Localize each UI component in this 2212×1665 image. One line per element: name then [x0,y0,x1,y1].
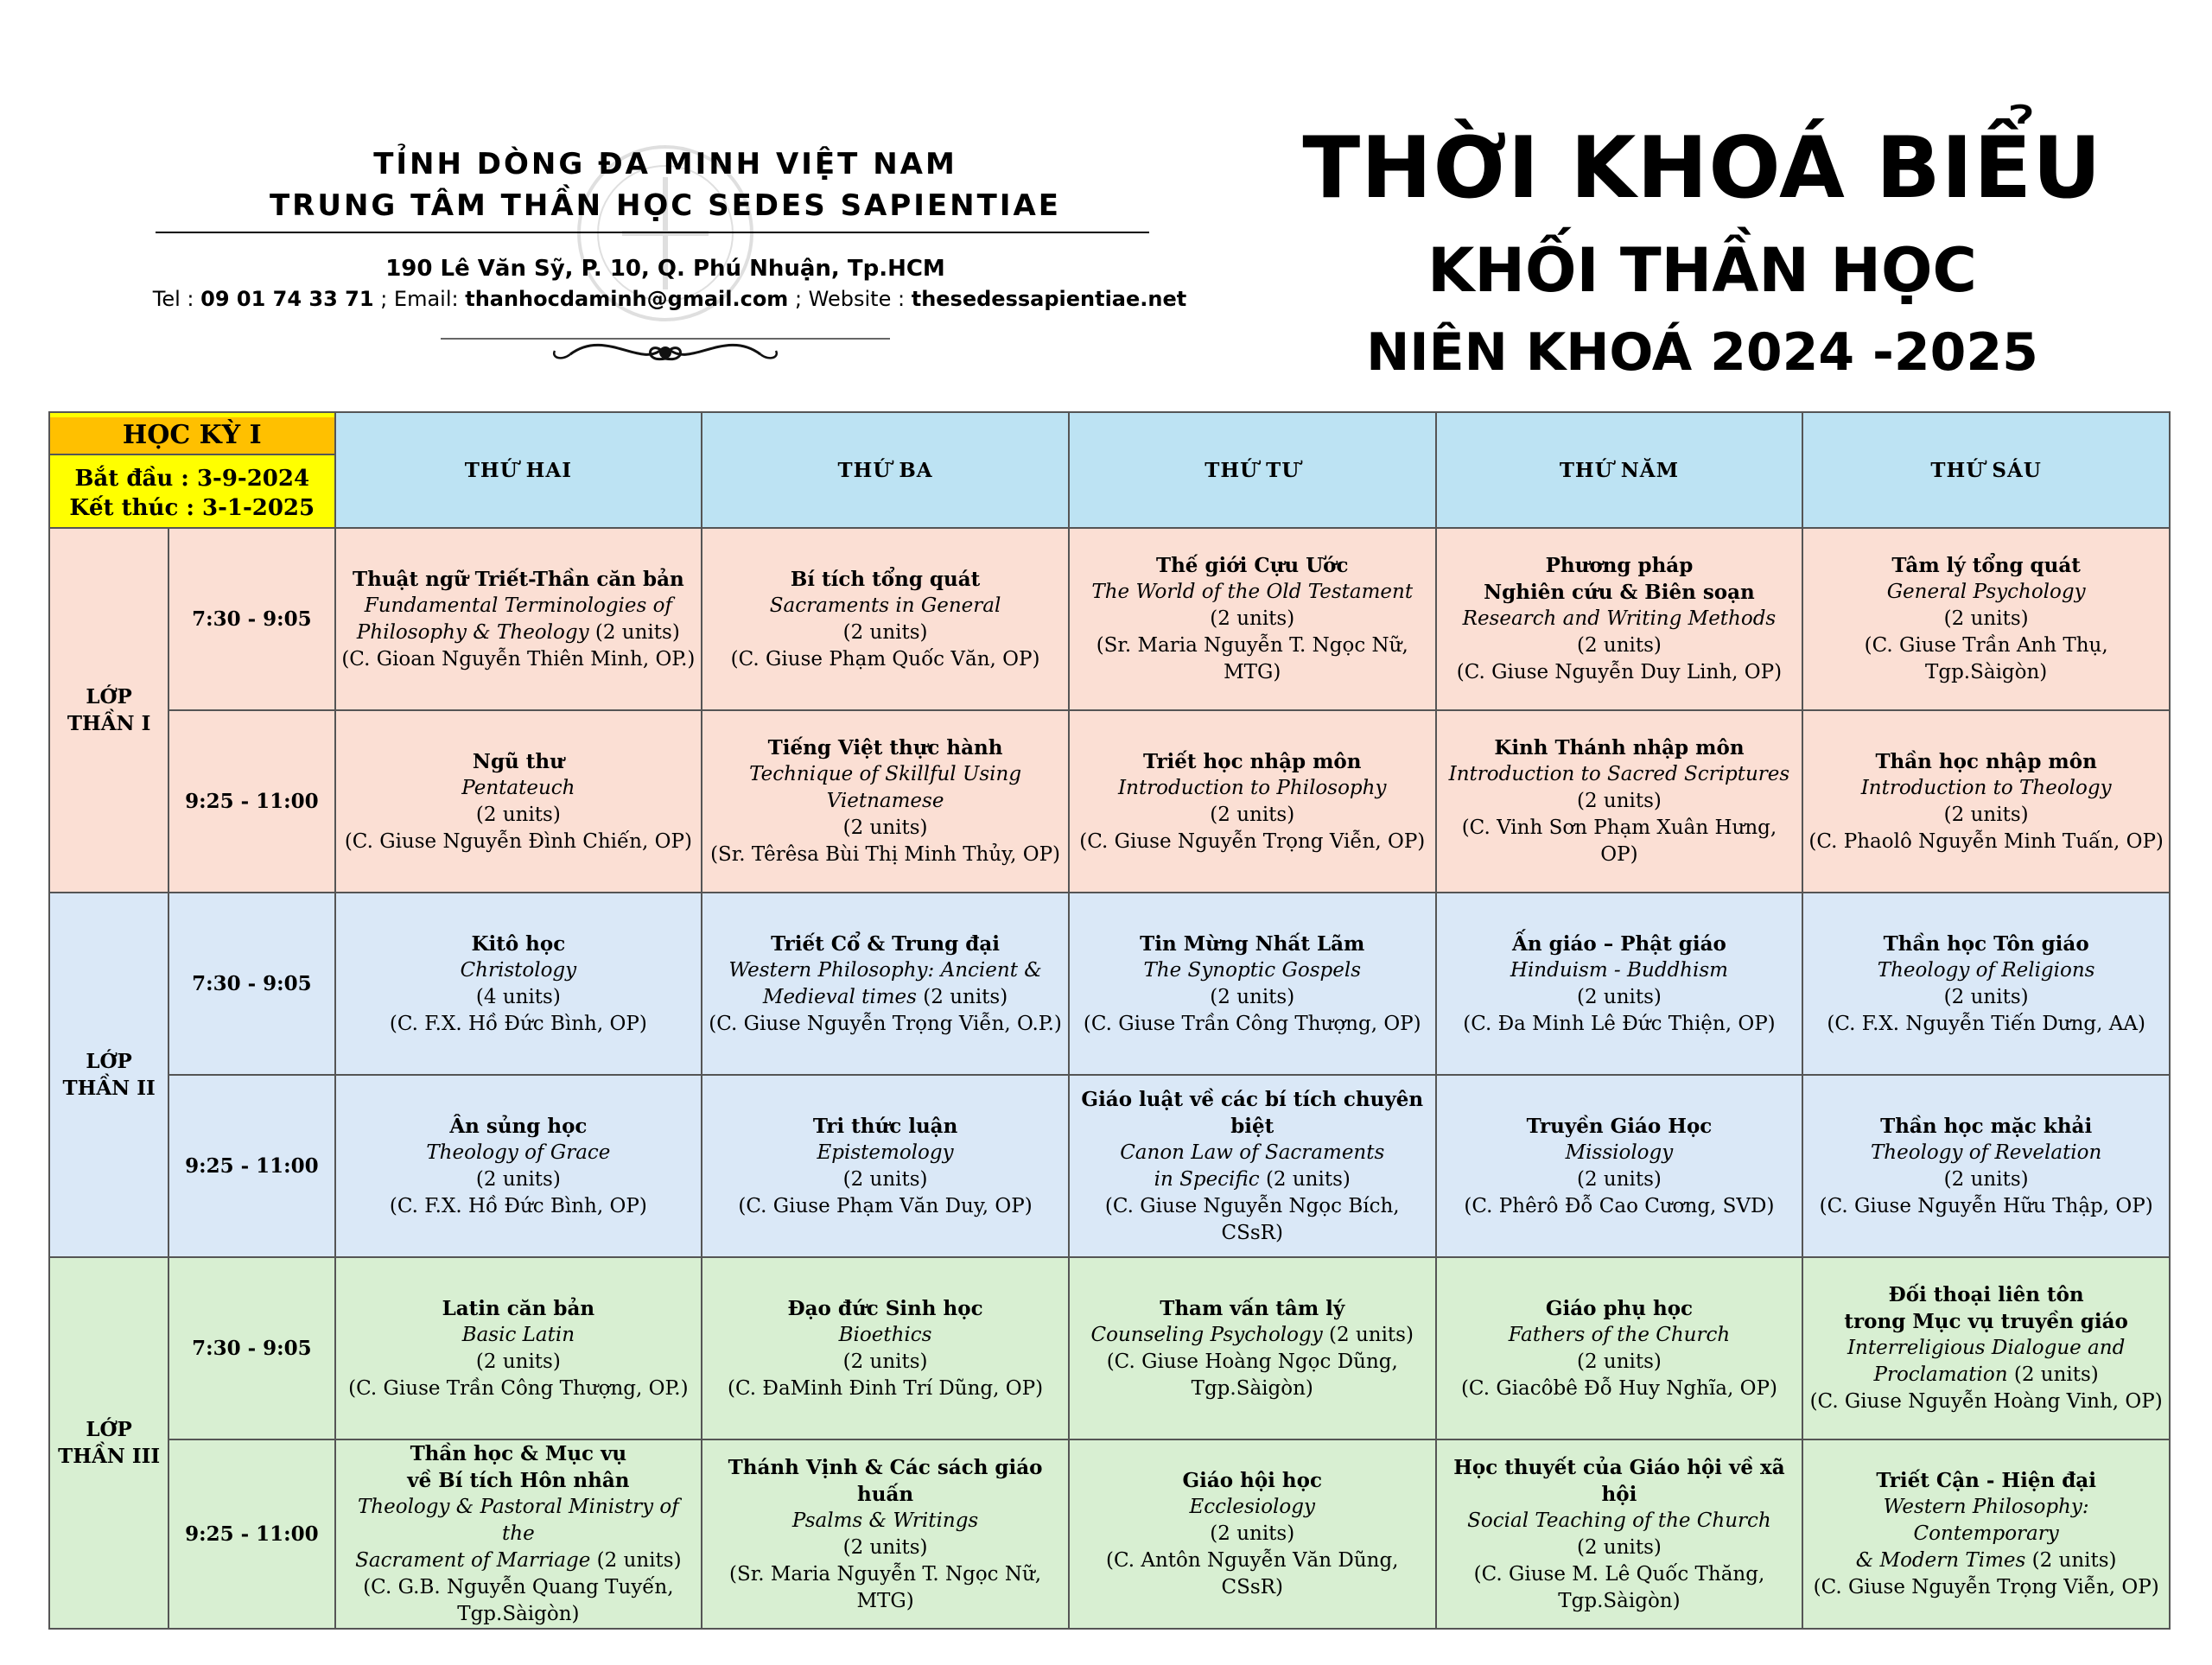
course-name-en: Western Philosophy: Contemporary [1883,1496,2089,1545]
course-cell [1436,1257,1803,1439]
course-cell [702,1075,1069,1257]
course-units: (2 units) [2013,1363,2099,1386]
course-teacher: (C. Giuse Nguyễn Trọng Viễn, OP) [1813,1576,2159,1598]
course-name-en-line [708,1508,1063,1535]
semester-start: Bắt đầu : 3-9-2024 [74,466,310,492]
course-name-en: Fathers of the Church [1508,1323,1731,1346]
course-name-en: Introduction to Philosophy [1118,776,1387,799]
table-row [49,1439,2170,1629]
course-name-en-line [341,1494,696,1547]
class-name-line: LỚP [86,1418,132,1441]
course-teacher: (C. Giuse Trần Công Thượng, OP) [1083,1012,1421,1035]
website-value: thesedessapientiae.net [911,287,1187,311]
course-cell [1802,1439,2170,1629]
course-name-vn: Tâm lý tổng quát [1891,554,2081,577]
course-name-vn: Thần học Tôn giáo [1883,931,2089,956]
course-name-vn: Ngũ thư [472,749,564,773]
course-name-en-line [708,761,1063,815]
course-name-en: Ecclesiology [1189,1496,1315,1518]
time-slot-cell: 7:30 - 9:05 [168,528,334,710]
course-name-en: The Synoptic Gospels [1143,958,1362,982]
course-units: (2 units) [1210,607,1295,630]
contact-line [130,287,1210,311]
org-name-line2: TRUNG TÂM THẦN HỌC SEDES SAPIENTIAE [269,188,1062,223]
header-divider [156,232,1149,233]
course-name-en: Theology of Religions [1877,958,2095,982]
course-teacher: (C. G.B. Nguyễn Quang Tuyến, [363,1576,674,1598]
course-name-en: Epistemology [817,1141,954,1164]
course-name-en: Theology & Pastoral Ministry of the [357,1496,679,1545]
course-cell [1802,1075,2170,1257]
day-header-wed: THỨ TƯ [1069,412,1436,528]
course-teacher: (Sr. Têrêsa Bùi Thị Minh Thủy, OP) [710,843,1061,866]
course-name-en: & Modern Times [1855,1549,2026,1572]
course-cell [1069,710,1436,893]
course-name-en-line [708,593,1063,620]
course-units: (2 units) [1576,985,1662,1008]
course-cell [335,1257,702,1439]
course-name-en-line [1808,1335,2164,1362]
org-name-line1: TỈNH DÒNG ĐA MINH VIỆT NAM [373,147,957,181]
academic-year: NIÊN KHOÁ 2024 -2025 [1366,322,2038,383]
course-name-en: Introduction to Sacred Scriptures [1448,763,1790,785]
course-name-vn: Ấn giáo – Phật giáo [1512,931,1726,956]
course-units: (2 units) [1576,1167,1662,1191]
course-name-en: Bioethics [838,1323,932,1346]
course-teacher: (C. Giuse Phạm Quốc Văn, OP) [730,647,1040,670]
time-slot-cell: 9:25 - 11:00 [168,710,334,893]
course-teacher: (C. Giuse Nguyễn Trọng Viễn, O.P.) [709,1012,1062,1035]
course-name-en-line [708,957,1063,984]
course-units: (2 units) [923,985,1008,1008]
semester-title: HỌC KỲ I [50,417,334,455]
course-teacher: (Sr. Maria Nguyễn T. Ngọc Nữ, MTG) [729,1562,1042,1612]
course-teacher: (C. Giuse Phạm Văn Duy, OP) [738,1194,1033,1217]
course-teacher: (C. Giuse M. Lê Quốc Thăng, [1473,1562,1765,1586]
course-name-en-line [1075,1140,1430,1166]
course-name-en: Philosophy & Theology [356,620,589,644]
course-teacher: Tgp.Sàigòn) [1558,1589,1681,1612]
course-cell [1436,710,1803,893]
course-cell [1436,1075,1803,1257]
course-cell [1069,1439,1436,1629]
course-name-vn: Đối thoại liên tôn [1888,1283,2084,1306]
table-row [49,710,2170,893]
tel-label: Tel : [152,287,194,311]
course-name-en-line [341,593,696,620]
table-row [49,1257,2170,1439]
course-name-vn: Triết học nhập môn [1143,749,1362,773]
course-cell [1069,1075,1436,1257]
course-units: (2 units) [1943,1167,2029,1191]
course-cell [1802,893,2170,1075]
course-name-en-line [341,1547,696,1574]
semester-end: Kết thúc : 3-1-2025 [69,495,315,521]
course-units: (2 units) [594,620,680,644]
course-teacher: Tgp.Sàigòn) [1191,1376,1313,1400]
course-name-en: Sacraments in General [769,594,1001,617]
course-cell [1802,1257,2170,1439]
course-name-vn: Kitô học [471,931,566,956]
course-cell [335,710,702,893]
course-name-vn: Đạo đức Sinh học [787,1296,983,1320]
course-name-vn: Ân sủng học [449,1114,588,1138]
course-cell [1436,528,1803,710]
course-name-en-line [1075,775,1430,802]
course-units: (2 units) [1576,790,1662,812]
course-name-vn: Tiếng Việt thực hành [767,736,1003,759]
semester-dates [50,455,334,523]
class-name-line: LỚP [86,1050,132,1073]
course-name-en: Missiology [1565,1141,1674,1164]
time-slot-cell: 7:30 - 9:05 [168,1257,334,1439]
course-teacher: (C. Giacôbê Đỗ Huy Nghĩa, OP) [1460,1376,1777,1400]
course-name-en-line [708,1322,1063,1349]
course-cell [335,1439,702,1629]
course-units: (2 units) [475,1350,561,1373]
course-teacher: Tgp.Sàigòn) [457,1603,580,1625]
course-name-vn: Phương pháp [1545,554,1694,577]
course-cell [1436,893,1803,1075]
table-row [49,893,2170,1075]
course-name-vn: Tin Mừng Nhất Lãm [1140,931,1365,956]
course-name-vn: về Bí tích Hôn nhân [407,1469,630,1492]
table-row [49,528,2170,710]
course-name-en-line [1442,1140,1797,1166]
course-units: (2 units) [1210,803,1295,826]
course-cell [1802,710,2170,893]
course-units: (2 units) [1329,1323,1414,1346]
class-name-line: LỚP [86,685,132,709]
course-teacher: (C. ĐaMinh Đinh Trí Dũng, OP) [728,1376,1044,1400]
course-name-en: Counseling Psychology [1090,1323,1323,1346]
course-units: (2 units) [1265,1167,1351,1191]
course-name-en-line [341,775,696,802]
course-name-en: Sacrament of Marriage [355,1549,591,1572]
course-teacher: (C. Giuse Nguyễn Ngọc Bích, CSsR) [1104,1194,1400,1244]
page-subtitle: KHỐI THẦN HỌC [1427,235,1977,306]
course-name-en-line [1075,1494,1430,1521]
course-teacher: (C. F.X. Nguyễn Tiến Dưng, AA) [1827,1012,2145,1035]
day-header-mon: THỨ HAI [335,412,702,528]
course-name-en-line [1808,579,2164,606]
page-title: THỜI KHOÁ BIỂU [1302,119,2102,218]
course-name-en-line [708,984,1063,1011]
institution-header [147,138,1187,380]
class-name-line: THẦN III [58,1445,161,1468]
course-name-vn: Nghiên cứu & Biên soạn [1484,581,1755,604]
course-name-vn: trong Mục vụ truyền giáo [1844,1310,2128,1333]
course-teacher: (C. Giuse Nguyễn Đình Chiến, OP) [344,829,692,853]
course-name-en: Theology of Revelation [1870,1141,2102,1164]
table-header-row [49,412,2170,528]
course-teacher: (C. Giuse Trần Anh Thụ, Tgp.Sàigòn) [1864,634,2108,683]
course-name-en-line [1442,606,1797,632]
course-name-en-line [1442,761,1797,788]
course-units: (2 units) [475,803,561,826]
course-name-en: Psalms & Writings [791,1509,979,1532]
course-teacher: (C. Đa Minh Lê Đức Thiện, OP) [1463,1012,1776,1035]
course-teacher: (C. F.X. Hồ Đức Bình, OP) [389,1012,647,1035]
course-name-en: Theology of Grace [426,1141,611,1164]
course-units: (2 units) [842,1535,928,1559]
course-name-en: in Specific [1154,1167,1260,1191]
course-units: (4 units) [475,985,561,1008]
course-cell [1802,528,2170,710]
course-name-en-line [708,1140,1063,1166]
course-name-en: Introduction to Theology [1860,776,2112,799]
course-name-en-line [1808,1140,2164,1166]
course-name-en: Christology [460,958,577,982]
course-name-en: Proclamation [1873,1363,2008,1386]
course-teacher: (C. Giuse Nguyễn Hoàng Vinh, OP) [1809,1390,2163,1413]
course-teacher: (C. Giuse Hoàng Ngọc Dũng, [1106,1350,1398,1373]
course-name-en-line [341,1140,696,1166]
course-name-en: Western Philosophy: Ancient & [728,958,1042,982]
course-name-vn: Thần học & Mục vụ [410,1442,627,1465]
day-header-fri: THỨ SÁU [1802,412,2170,528]
course-units: (2 units) [1943,803,2029,826]
course-name-en-line [1808,1547,2164,1574]
time-slot-cell: 7:30 - 9:05 [168,893,334,1075]
course-name-en: Basic Latin [461,1323,575,1346]
course-units: (2 units) [1576,1535,1662,1559]
course-name-en-line [341,620,696,646]
course-units: (2 units) [842,620,928,644]
course-name-en: Interreligious Dialogue and [1847,1337,2126,1359]
course-name-en: Pentateuch [461,776,575,799]
ornament-flourish-icon [441,320,890,372]
course-units: (2 units) [842,1350,928,1373]
course-name-en-line [1442,957,1797,984]
course-name-en-line [1442,1508,1797,1535]
course-cell [335,893,702,1075]
course-teacher: (C. Giuse Nguyễn Duy Linh, OP) [1456,661,1783,683]
course-units: (2 units) [1943,607,2029,630]
course-name-vn: Triết Cổ & Trung đại [771,931,1000,956]
timetable [48,411,2171,1630]
semester-cell [49,412,335,528]
course-name-en-line [1442,1322,1797,1349]
course-units: (2 units) [596,1549,682,1572]
course-name-en-line [341,957,696,984]
course-name-en-line [1075,579,1430,606]
tel-value: 09 01 74 33 71 [200,287,374,311]
email-label: ; Email: [380,287,459,311]
course-cell [1069,893,1436,1075]
class-name-line: THẦN II [62,1077,156,1100]
course-name-vn: Giáo hội học [1182,1469,1322,1492]
course-name-vn: Thế giới Cựu Ước [1155,554,1349,577]
course-name-en-line [1808,957,2164,984]
course-name-vn: Thần học nhập môn [1875,749,2097,773]
course-name-en: Canon Law of Sacraments [1120,1141,1385,1164]
course-name-vn: Giáo phụ học [1545,1296,1694,1320]
table-row [49,1075,2170,1257]
course-name-en: Medieval times [762,985,917,1008]
course-name-vn: Thần học mặc khải [1880,1114,2093,1138]
course-name-en-line [341,1322,696,1349]
course-units: (2 units) [842,817,928,839]
course-name-vn: Thánh Vịnh & Các sách giáo huấn [728,1455,1043,1506]
course-name-en-line [1808,1362,2164,1389]
course-cell [702,528,1069,710]
course-cell [702,893,1069,1075]
course-name-en-line [1808,775,2164,802]
course-teacher: (Sr. Maria Nguyễn T. Ngọc Nữ, MTG) [1096,634,1408,683]
website-label: ; Website : [794,287,906,311]
course-units: (2 units) [1943,985,2029,1008]
class-name-cell [49,528,168,893]
course-units: (2 units) [1576,1350,1662,1373]
course-cell [335,528,702,710]
course-name-en-line [1075,1322,1430,1349]
course-units: (2 units) [2031,1549,2117,1572]
course-name-en: Fundamental Terminologies of [364,594,672,617]
day-header-tue: THỨ BA [702,412,1069,528]
time-slot-cell: 9:25 - 11:00 [168,1439,334,1629]
course-cell [702,1257,1069,1439]
course-cell [335,1075,702,1257]
course-cell [702,1439,1069,1629]
course-teacher: (C. Phêrô Đỗ Cao Cương, SVD) [1464,1194,1775,1217]
course-name-vn: Bí tích tổng quát [790,567,981,591]
course-name-en: The World of the Old Testament [1091,581,1414,603]
class-name-cell [49,893,168,1257]
course-name-en-line [1075,957,1430,984]
course-units: (2 units) [1210,985,1295,1008]
course-units: (2 units) [842,1167,928,1191]
course-teacher: (C. Giuse Nguyễn Trọng Viễn, OP) [1079,829,1426,853]
course-teacher: (C. Phaolô Nguyễn Minh Tuấn, OP) [1808,829,2164,853]
course-teacher: (C. Gioan Nguyễn Thiên Minh, OP.) [341,647,696,670]
course-name-vn: Tri thức luận [812,1114,958,1138]
class-name-cell [49,1257,168,1629]
course-units: (2 units) [475,1167,561,1191]
address: 190 Lê Văn Sỹ, P. 10, Q. Phú Nhuận, Tp.HCM [385,256,945,282]
day-header-thu: THỨ NĂM [1436,412,1803,528]
course-name-en: General Psychology [1886,581,2086,603]
course-name-vn: Thuật ngữ Triết-Thần căn bản [353,567,684,591]
course-teacher: (C. Vinh Sơn Phạm Xuân Hưng, OP) [1461,817,1777,866]
course-name-vn: Truyền Giáo Học [1526,1114,1713,1138]
course-teacher: (C. Giuse Nguyễn Hữu Thập, OP) [1819,1194,2153,1217]
course-name-en-line [1075,1166,1430,1193]
course-name-vn: Học thuyết của Giáo hội về xã hội [1453,1455,1785,1506]
time-slot-cell: 9:25 - 11:00 [168,1075,334,1257]
course-teacher: (C. Antôn Nguyễn Văn Dũng, CSsR) [1106,1549,1399,1598]
course-name-vn: Latin căn bản [442,1296,595,1320]
course-name-en: Technique of Skillful Using Vietnamese [749,763,1022,812]
timetable-title-block [1244,121,2160,387]
course-name-en: Social Teaching of the Church [1467,1509,1771,1532]
course-name-vn: Triết Cận - Hiện đại [1876,1469,2096,1492]
class-name-line: THẦN I [67,712,151,735]
course-teacher: (C. F.X. Hồ Đức Bình, OP) [389,1194,647,1217]
course-cell [1069,528,1436,710]
course-units: (2 units) [1576,634,1662,657]
course-name-vn: Tham vấn tâm lý [1160,1296,1345,1320]
course-name-en-line [1808,1494,2164,1547]
course-units: (2 units) [1210,1522,1295,1545]
course-name-vn: Giáo luật về các bí tích chuyên biệt [1081,1087,1424,1138]
course-cell [702,710,1069,893]
course-name-en: Research and Writing Methods [1462,607,1777,630]
course-teacher: (C. Giuse Trần Công Thượng, OP.) [348,1376,689,1400]
email-value: thanhocdaminh@gmail.com [465,287,789,311]
course-name-vn: Kinh Thánh nhập môn [1494,736,1745,759]
course-cell [1436,1439,1803,1629]
course-cell [1069,1257,1436,1439]
course-name-en: Hinduism - Buddhism [1510,958,1728,982]
